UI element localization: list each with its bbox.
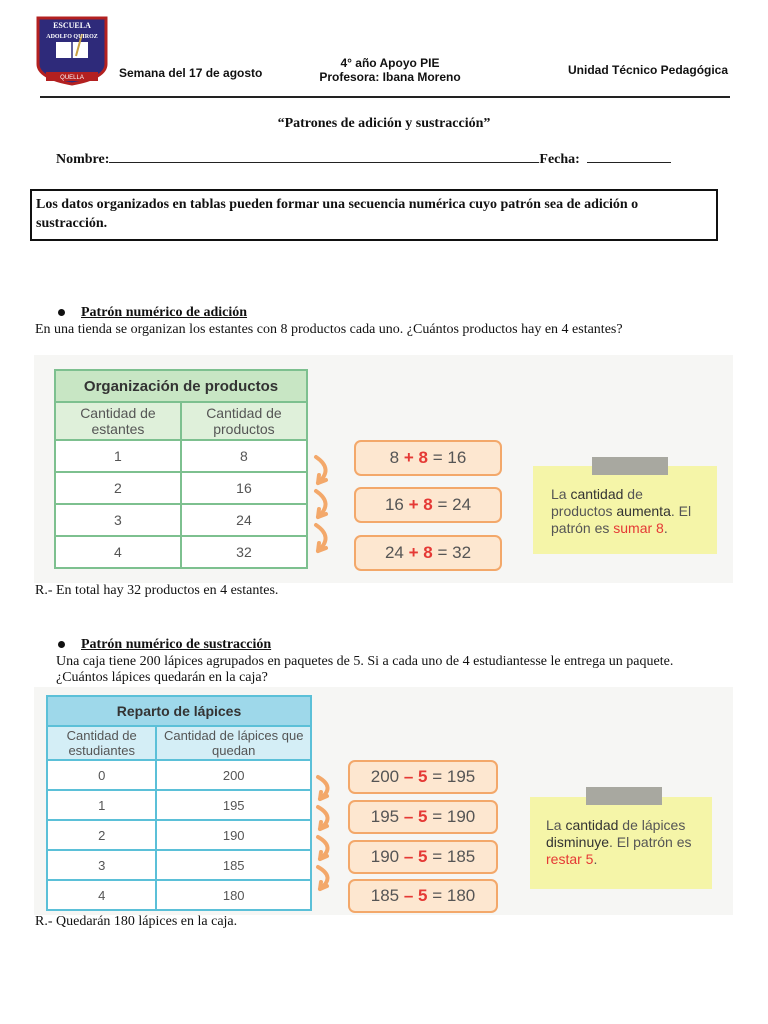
addition-heading: [58, 303, 247, 321]
equation-box: [348, 800, 498, 834]
note-text: .: [663, 520, 668, 536]
name-date-line: [56, 150, 671, 168]
teacher-label: Profesora: Ibana Moreno: [319, 70, 461, 84]
eq-result: = 24: [437, 495, 472, 514]
subtraction-answer: R.- Quedarán 180 lápices en la caja.: [35, 914, 238, 929]
table-cell: 3: [55, 504, 181, 536]
subtraction-table: [46, 695, 312, 911]
tape-decoration: [592, 457, 668, 475]
course-header: [300, 56, 480, 84]
table-row: [47, 880, 311, 910]
eq-operand-red: 5: [418, 767, 428, 786]
eq-operator: +: [403, 448, 414, 467]
table-cell: 16: [181, 472, 307, 504]
table-row: [55, 440, 307, 472]
note-text: cantidad: [570, 486, 624, 502]
table-cell: 180: [156, 880, 311, 910]
equation-box: [348, 760, 498, 794]
table-cell: 4: [55, 536, 181, 568]
table-row: [55, 536, 307, 568]
note-text: de productos: [551, 486, 643, 519]
eq-operand: 185: [370, 886, 400, 905]
note-highlight: sumar 8: [613, 520, 664, 536]
table-cell: 32: [181, 536, 307, 568]
logo-text-3: QUELLA: [60, 75, 84, 81]
eq-operand: 195: [370, 807, 400, 826]
name-field[interactable]: [109, 150, 539, 163]
addition-problem: En una tienda se organizan los estantes con 8 productos cada uno. ¿Cuántos productos hay en 4 estantes?: [35, 322, 623, 337]
table-cell: 190: [156, 820, 311, 850]
equation-box: [354, 535, 502, 571]
table-cell: 1: [47, 790, 156, 820]
column-header: Cantidad de lápices que quedan: [156, 726, 311, 760]
eq-operand-red: 8: [423, 495, 433, 514]
unit-label: Unidad Técnico Pedagógica: [568, 63, 729, 77]
table-cell: 200: [156, 760, 311, 790]
table-row: [47, 820, 311, 850]
note-text: . El patrón es: [609, 834, 692, 850]
column-header: Cantidad de estantes: [55, 402, 181, 440]
note-text: La: [546, 817, 566, 833]
eq-result: = 190: [432, 807, 476, 826]
eq-result: = 180: [432, 886, 476, 905]
tape-decoration: [586, 787, 662, 805]
table-cell: 3: [47, 850, 156, 880]
equation-box: [354, 487, 502, 523]
bullet: [58, 309, 65, 316]
eq-result: = 185: [432, 847, 476, 866]
eq-operand-red: 8: [423, 543, 433, 562]
bullet: [58, 641, 65, 648]
note-text: de lápices: [618, 817, 686, 833]
table-row: [47, 790, 311, 820]
eq-operator: –: [403, 807, 414, 826]
eq-operator: +: [408, 495, 419, 514]
note-text: .: [593, 851, 598, 867]
eq-operator: –: [403, 767, 414, 786]
addition-figure: [34, 355, 733, 583]
eq-operand: 190: [370, 847, 400, 866]
eq-operator: –: [403, 886, 414, 905]
eq-operand-red: 8: [418, 448, 429, 467]
sticky-note: [530, 797, 712, 889]
eq-operand: 24: [384, 543, 404, 562]
note-highlight: restar 5: [546, 851, 594, 867]
name-label: Nombre:: [56, 152, 110, 167]
eq-result: = 195: [432, 767, 476, 786]
eq-result: = 32: [437, 543, 472, 562]
table-title: Organización de productos: [55, 370, 307, 402]
addition-heading-text: Patrón numérico de adición: [81, 305, 248, 320]
curved-arrows-icon: [310, 451, 340, 561]
addition-answer: R.- En total hay 32 productos en 4 estantes.: [35, 583, 279, 598]
equation-box: [354, 440, 502, 476]
sticky-note: [533, 466, 717, 554]
eq-operator: –: [403, 847, 414, 866]
table-cell: 24: [181, 504, 307, 536]
table-cell: 195: [156, 790, 311, 820]
subtraction-heading-text: Patrón numérico de sustracción: [81, 637, 272, 652]
addition-table: [54, 369, 308, 569]
eq-operand-red: 5: [418, 807, 428, 826]
school-logo: [36, 16, 108, 86]
week-label: Semana del 17 de agosto: [119, 66, 263, 80]
date-field[interactable]: [587, 150, 671, 163]
table-cell: 1: [55, 440, 181, 472]
note-text: cantidad: [565, 817, 619, 833]
logo-text-1: ESCUELA: [53, 21, 91, 30]
equation-box: [348, 879, 498, 913]
note-text: disminuye: [546, 834, 610, 850]
page-title: “Patrones de adición y sustracción”: [277, 116, 491, 131]
eq-operand: 8: [389, 448, 400, 467]
header-divider: [40, 96, 730, 98]
subtraction-figure: [34, 687, 733, 915]
table-cell: 0: [47, 760, 156, 790]
table-row: [55, 504, 307, 536]
course-label: 4° año Apoyo PIE: [340, 56, 440, 70]
eq-operand: 200: [370, 767, 400, 786]
table-row: [47, 760, 311, 790]
table-cell: 8: [181, 440, 307, 472]
table-title: Reparto de lápices: [47, 696, 311, 726]
subtraction-heading: [58, 635, 271, 653]
curved-arrows-icon: [312, 773, 342, 903]
column-header: Cantidad de productos: [181, 402, 307, 440]
eq-operand-red: 5: [418, 847, 428, 866]
date-label: Fecha:: [539, 152, 580, 167]
table-row: [47, 850, 311, 880]
note-text: La: [551, 486, 571, 502]
intro-box: Los datos organizados en tablas pueden formar una secuencia numérica cuyo patrón sea de adición o sustracción.: [30, 189, 718, 241]
table-cell: 4: [47, 880, 156, 910]
note-text: aumenta: [616, 503, 671, 519]
subtraction-problem: Una caja tiene 200 lápices agrupados en paquetes de 5. Si a cada uno de 4 estudiantesse le entrega un paquete. ¿Cuántos lápices quedarán en la caja?: [56, 654, 674, 685]
note-text: . El patrón es: [551, 503, 692, 536]
column-header: Cantidad de estudiantes: [47, 726, 156, 760]
equation-box: [348, 840, 498, 874]
eq-operand-red: 5: [418, 886, 428, 905]
logo-text-2: ADOLFO QUIROZ: [46, 34, 98, 40]
table-cell: 2: [47, 820, 156, 850]
eq-operand: 16: [384, 495, 404, 514]
eq-result: = 16: [432, 448, 467, 467]
eq-operator: +: [408, 543, 419, 562]
table-cell: 185: [156, 850, 311, 880]
table-cell: 2: [55, 472, 181, 504]
table-row: [55, 472, 307, 504]
